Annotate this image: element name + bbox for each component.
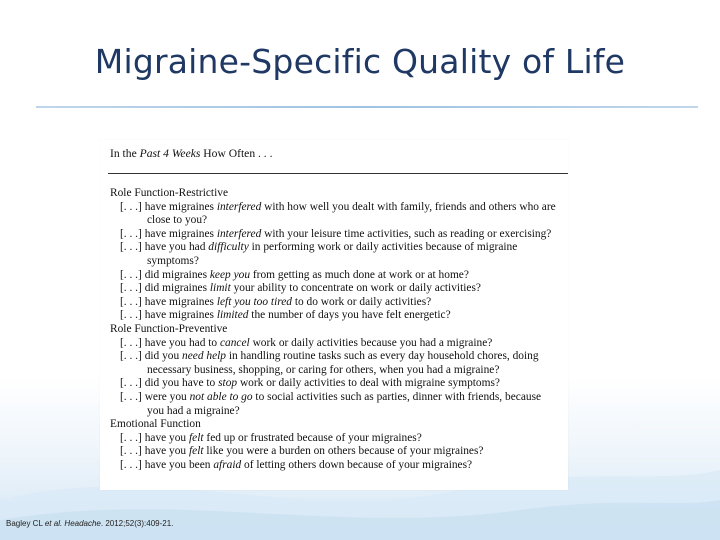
item-marker: [. . .] bbox=[120, 241, 145, 254]
item-marker: [. . .] bbox=[120, 295, 145, 308]
section-heading: Emotional Function bbox=[110, 418, 201, 431]
item-marker: [. . .] bbox=[120, 377, 145, 390]
item-marker: [. . .] bbox=[120, 336, 145, 349]
question-item: [. . .] have migraines left you too tired to do work or daily activities? bbox=[120, 295, 432, 308]
question-item: [. . .] did you have to stop work or daily activities to deal with migraine symptoms? bbox=[120, 377, 500, 390]
section-heading: Role Function-Restrictive bbox=[110, 187, 228, 199]
question-item: [. . .] were you not able to go to social activities such as parties, dinner with friends, because you had a migraine? bbox=[120, 390, 542, 417]
question-item: [. . .] have you had to cancel work or daily activities because you had a migraine? bbox=[120, 336, 493, 349]
question-item: [. . .] have migraines interfered with how well you dealt with family, friends and others who are close to you? bbox=[120, 200, 556, 227]
question-item: [. . .] did migraines limit your ability to concentrate on work or daily activities? bbox=[120, 282, 481, 295]
question-item: [. . .] have you felt fed up or frustrated because of your migraines? bbox=[120, 431, 422, 444]
item-marker: [. . .] bbox=[120, 200, 145, 213]
section-heading: Role Function-Preventive bbox=[110, 322, 228, 335]
question-item: [. . .] did migraines keep you from getting as much done at work or at home? bbox=[120, 268, 469, 281]
document-header: In the Past 4 Weeks How Often . . . bbox=[110, 147, 273, 160]
slide-title: Migraine-Specific Quality of Life bbox=[94, 42, 626, 81]
item-marker: [. . .] bbox=[120, 227, 145, 240]
question-item: [. . .] have migraines interfered with your leisure time activities, such as reading or exercising? bbox=[120, 227, 552, 240]
item-marker: [. . .] bbox=[120, 282, 145, 295]
question-item: [. . .] have you had difficulty in performing work or daily activities because of migraine symptoms? bbox=[120, 241, 518, 267]
question-item: [. . .] did you need help in handling routine tasks such as every day household chores, doing necessary business, shopping, or caring for others, when you had a migraine? bbox=[120, 350, 539, 376]
item-marker: [. . .] bbox=[120, 350, 145, 363]
questionnaire-sections bbox=[110, 187, 566, 472]
question-item: [. . .] have migraines limited the number of days you have felt energetic? bbox=[120, 309, 451, 322]
question-item: [. . .] have you felt like you were a burden on others because of your migraines? bbox=[120, 445, 484, 458]
question-item: [. . .] have you been afraid of letting others down because of your migraines? bbox=[120, 458, 473, 471]
citation: Bagley CL et al. Headache. 2012;52(3):409-21. bbox=[6, 519, 174, 528]
item-marker: [. . .] bbox=[120, 309, 145, 322]
item-marker: [. . .] bbox=[120, 390, 145, 403]
questionnaire-document bbox=[100, 140, 568, 490]
title-divider bbox=[36, 106, 698, 108]
item-marker: [. . .] bbox=[120, 431, 145, 444]
item-marker: [. . .] bbox=[120, 445, 145, 458]
item-marker: [. . .] bbox=[120, 268, 145, 281]
item-marker: [. . .] bbox=[120, 458, 145, 471]
header-rule bbox=[108, 173, 568, 174]
